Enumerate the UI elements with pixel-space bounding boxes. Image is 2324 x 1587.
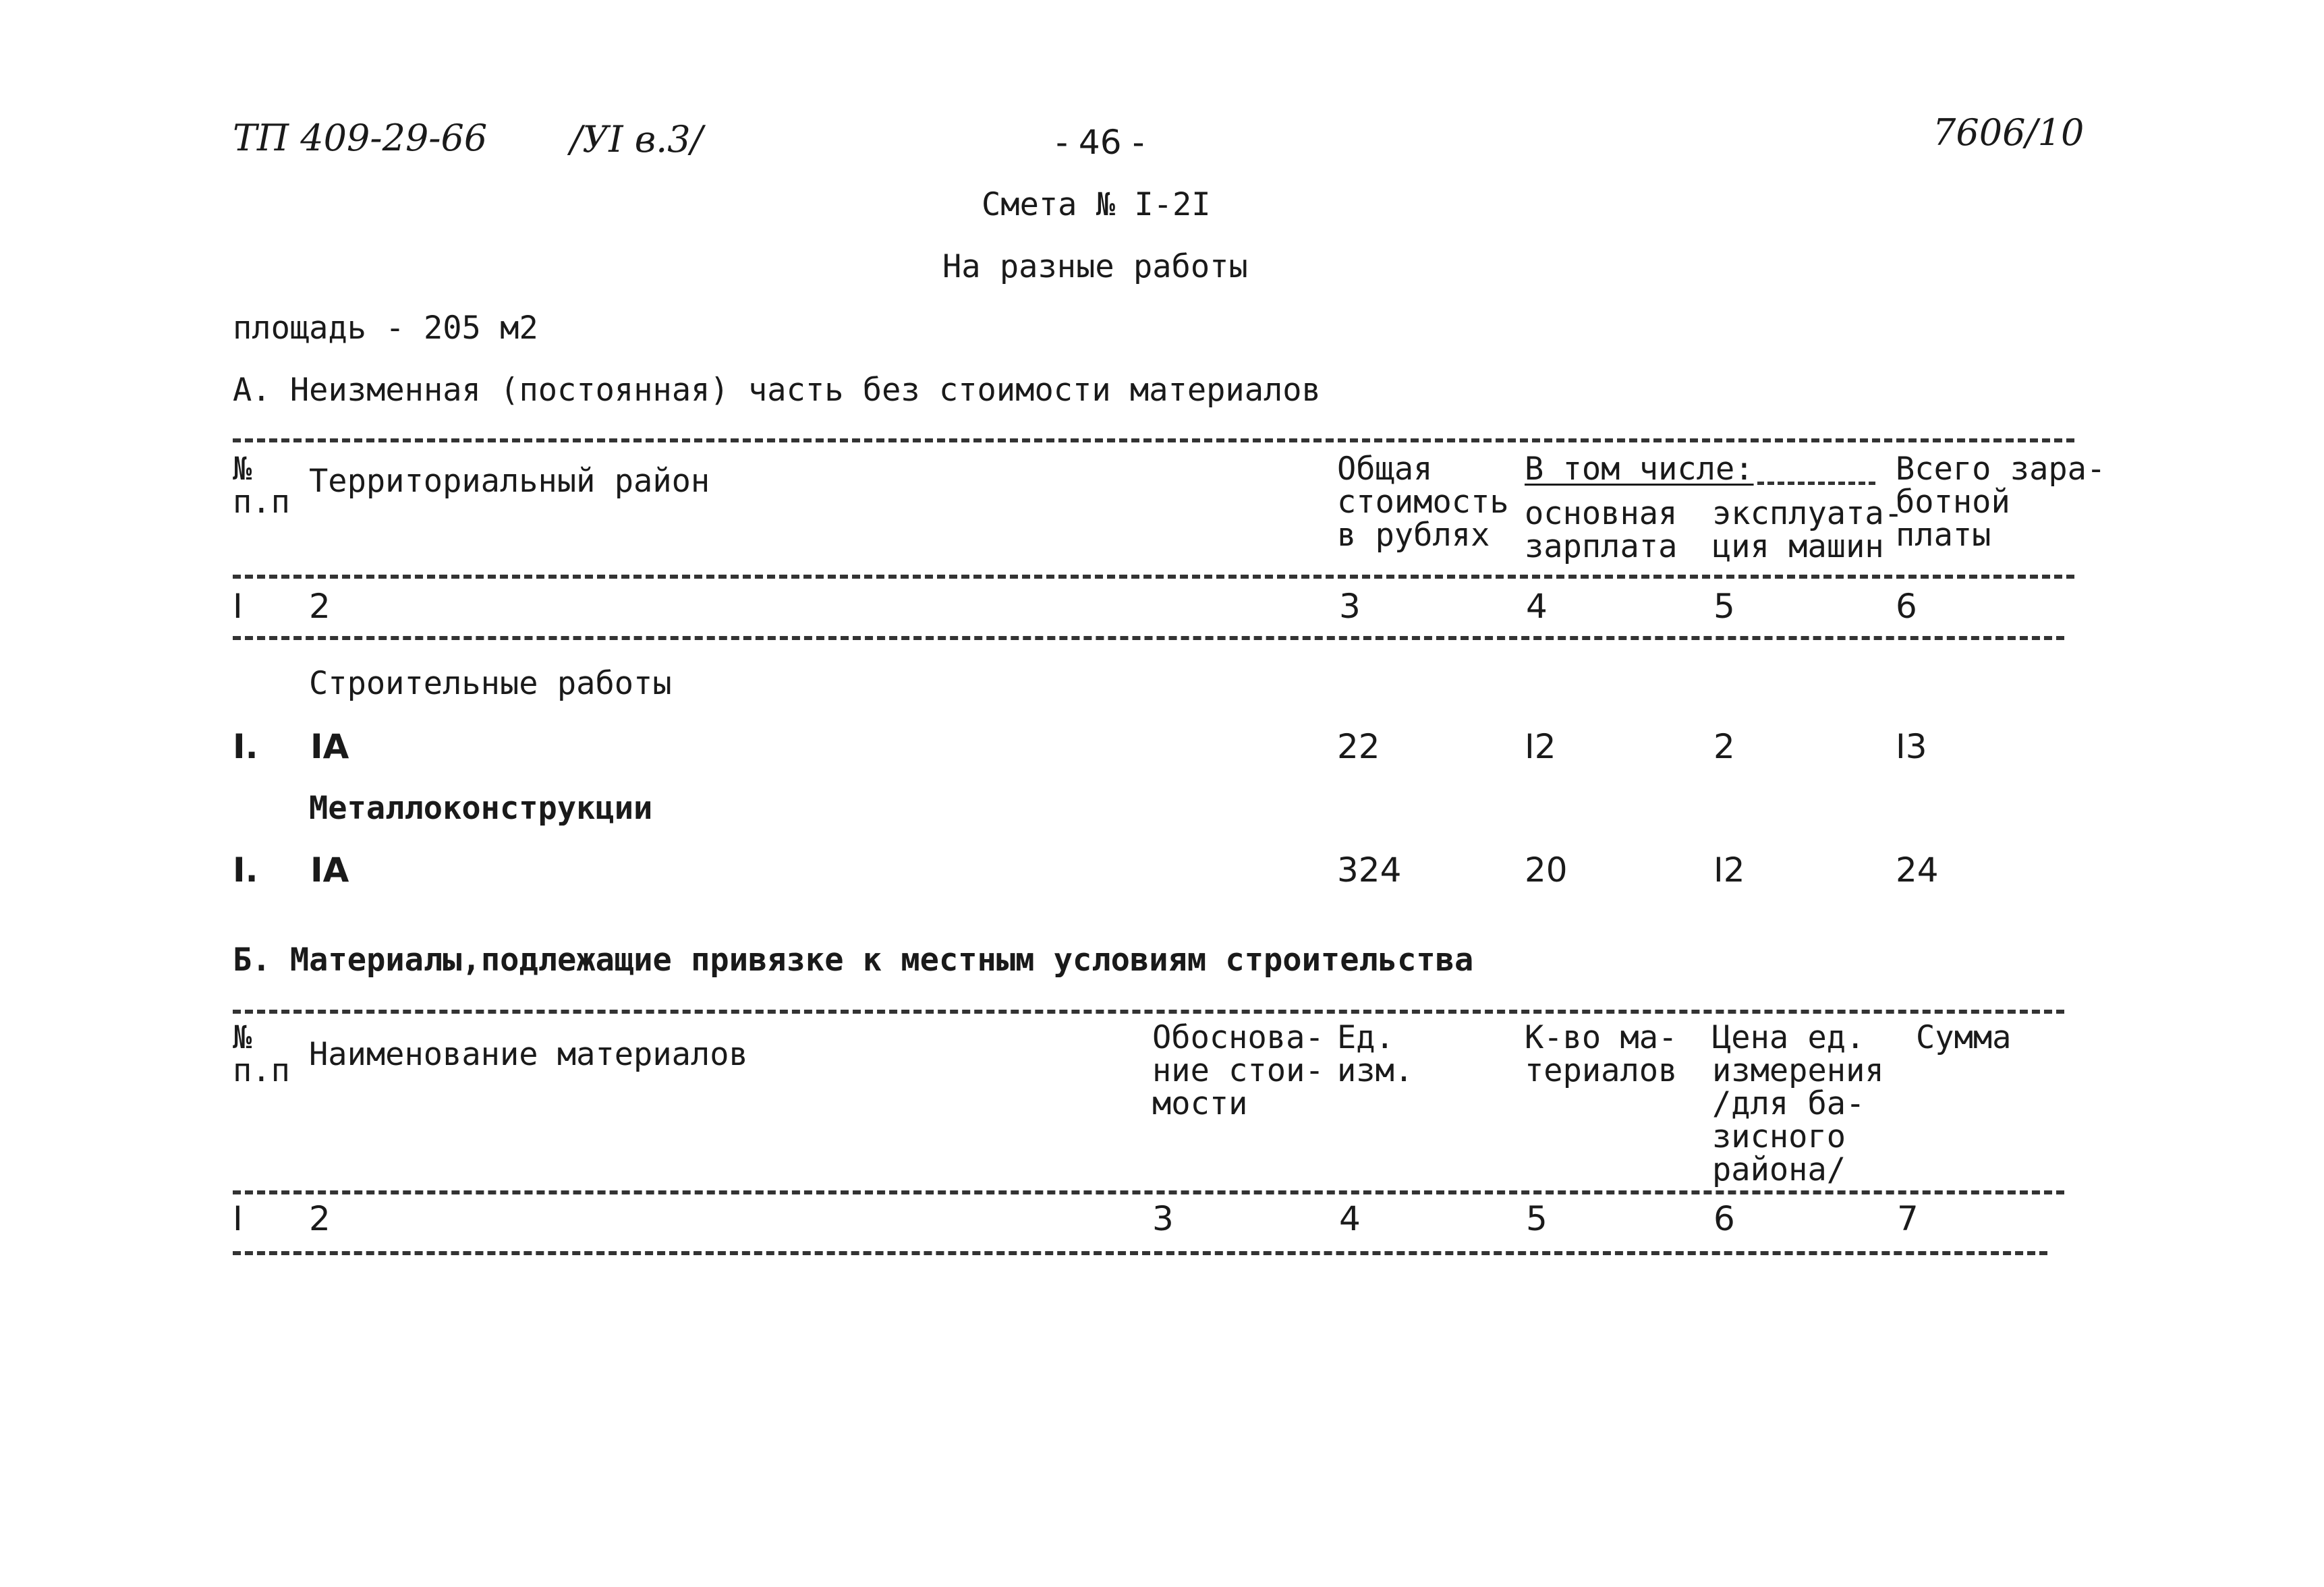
table-row-2-total: 324 [1337,850,1402,890]
divider-b-top [233,1010,2064,1014]
col-b-sum-header: Сумма [1916,1019,2012,1056]
col-b-number-3: 3 [1152,1199,1174,1238]
col-a-number-3: 3 [1339,587,1361,626]
col-a-number-1: I [233,587,243,626]
estimate-subtitle: На разные работы [942,248,1248,285]
table-row-1-machines: 2 [1713,727,1735,766]
col-b-basis-header: Обоснова- ние стои- мости [1152,1019,1324,1122]
page-number: - 46 - [1056,123,1145,162]
col-b-number-7: 7 [1897,1199,1919,1238]
group-name-metal: Металлоконструкции [309,790,653,827]
table-row-1-total: 22 [1337,727,1380,766]
col-a-district-header: Территориальный район [309,463,710,500]
section-number: /УI в.3/ [570,118,703,161]
table-row-1-num: I. [233,727,258,766]
divider-b-numbers [233,1251,2047,1255]
col-b-number-1: I [233,1199,243,1238]
section-b-heading: Б. Материалы,подлежащие привязке к местным условиям строительства [233,942,1474,979]
document-code: ТП 409-29-66 [233,117,488,159]
col-a-total-wage-header: Всего зара- ботной платы [1896,451,2106,554]
table-row-2-district: IA [310,850,349,890]
incl-header-line [1757,482,1875,485]
divider-a-top [233,438,2074,442]
table-row-1-district: IA [310,727,349,766]
col-a-number-2: 2 [309,587,331,626]
col-b-unit-header: Ед. изм. [1337,1019,1414,1089]
col-a-number-5: 5 [1713,587,1735,626]
table-row-1-wage: I2 [1525,727,1556,766]
col-b-number-5: 5 [1526,1199,1548,1238]
table-row-2-num: I. [233,850,258,890]
table-row-1-total-wage: I3 [1896,727,1927,766]
col-b-price-header: Цена ед. измерения /для ба- зисного района/ [1712,1019,1884,1188]
group-name-construction: Строительные работы [309,665,672,702]
table-row-2-total-wage: 24 [1896,850,1939,890]
col-b-num-header: № п.п [233,1019,290,1089]
col-b-number-2: 2 [309,1199,331,1238]
divider-a-header [233,575,2074,579]
col-b-name-header: Наименование материалов [309,1036,748,1073]
col-a-total-header: Общая стоимость в рублях [1337,451,1509,554]
table-row-2-wage: 20 [1525,850,1568,890]
col-a-incl-header: В том числе: [1525,451,1754,488]
inventory-number: 7606/10 [1933,111,2085,154]
col-b-number-6: 6 [1713,1199,1735,1238]
divider-b-header [233,1190,2064,1194]
col-a-number-4: 4 [1526,587,1548,626]
section-a-heading: А. Неизменная (постоянная) часть без стоимости материалов [233,372,1321,409]
table-row-2-machines: I2 [1713,850,1745,890]
col-a-machines-header: эксплуата- ция машин [1712,495,1903,565]
area-label: площадь - 205 м2 [233,310,538,347]
col-b-qty-header: К-во ма- териалов [1525,1019,1678,1089]
col-b-number-4: 4 [1339,1199,1361,1238]
col-a-number-6: 6 [1896,587,1917,626]
col-a-num-header: № п.п [233,451,290,521]
col-a-wage-header: основная зарплата [1525,495,1678,565]
divider-a-numbers [233,636,2064,640]
estimate-title: Смета № I-2I [982,186,1211,223]
